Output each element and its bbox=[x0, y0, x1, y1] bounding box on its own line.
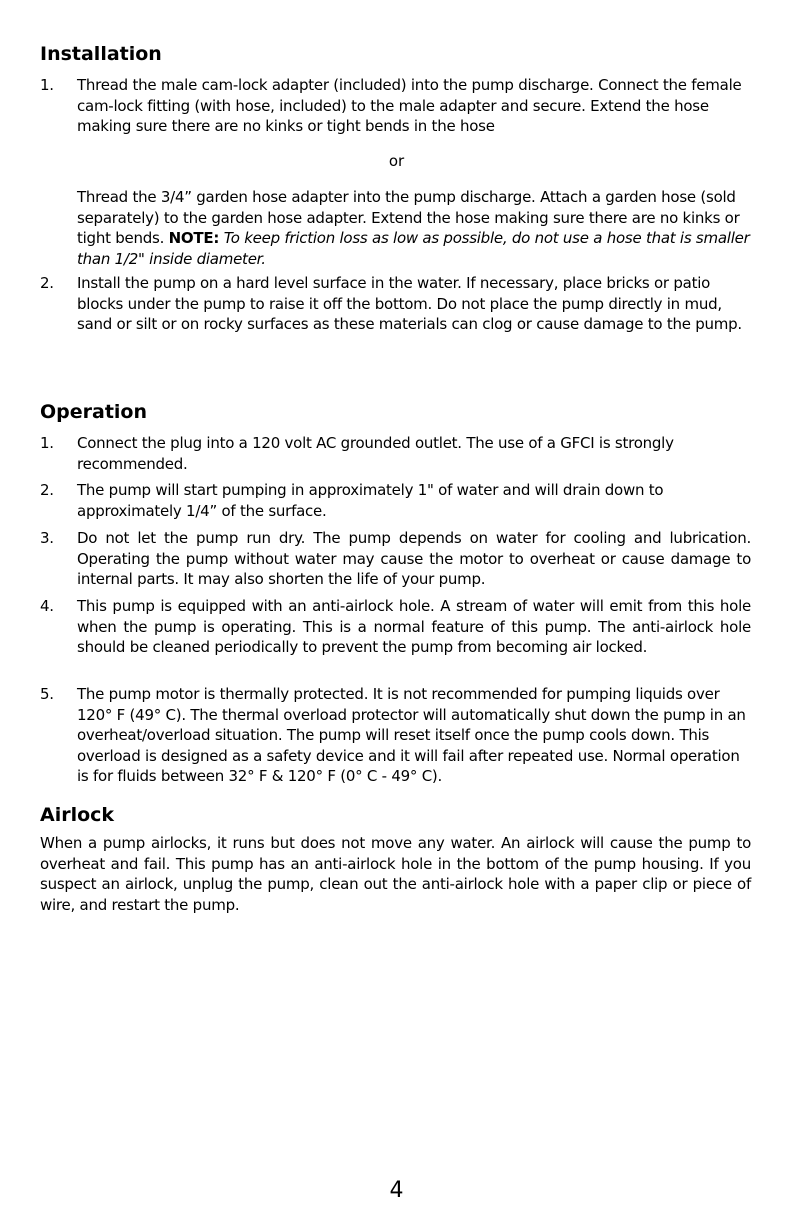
step-text: This pump is equipped with an anti-airlock hole. A stream of water will emit from this hole when the pump is operating. This is a normal feature of this pump. The anti-airlock hole should be cleaned periodically to prevent the pump from becoming air locked. bbox=[77, 597, 751, 656]
note-text: To keep friction loss as low as possible, do not use a hose that is smaller than 1/2" inside diameter. bbox=[77, 229, 750, 268]
note-label: NOTE: bbox=[168, 229, 220, 247]
operation-step-3 bbox=[40, 528, 751, 590]
step-number: 3. bbox=[40, 529, 54, 547]
installation-step-2 bbox=[40, 273, 751, 335]
operation-heading: Operation bbox=[40, 401, 148, 423]
airlock-paragraph: When a pump airlocks, it runs but does not move any water. An airlock will cause the pump to overheat and fail. This pump has an anti-airlock hole in the bottom of the pump housing. If you suspect an airlock, unplug the pump, clean out the anti-airlock hole with a paper clip or piece of wire, and restart the pump. bbox=[40, 834, 751, 914]
step-number: 2. bbox=[40, 274, 54, 292]
installation-step-1-alternative bbox=[40, 187, 751, 269]
alternative-text bbox=[77, 187, 751, 269]
alternative-main-text: Thread the 3/4” garden hose adapter into the pump discharge. Attach a garden hose (sold separately) to the garden hose adapter. Extend the hose making sure there are no kinks or tight bends. bbox=[77, 188, 740, 247]
airlock-heading: Airlock bbox=[40, 804, 115, 826]
step-text: Connect the plug into a 120 volt AC grounded outlet. The use of a GFCI is strongly recommended. bbox=[77, 434, 674, 473]
step-number: 2. bbox=[40, 481, 54, 499]
operation-step-4 bbox=[40, 596, 751, 658]
step-text: The pump motor is thermally protected. It is not recommended for pumping liquids over 120° F (49° C). The thermal overload protector will automatically shut down the pump in an overheat/overload situation. The pump will reset itself once the pump cools down. This overload is designed as a safety device and it will fail after repeated use. Normal operation is for fluids between 32° F & 120° F (0° C - 49° C). bbox=[77, 685, 746, 785]
step-text: Install the pump on a hard level surface in the water. If necessary, place bricks or patio blocks under the pump to raise it off the bottom. Do not place the pump directly in mud, sand or silt or on rocky surfaces as these materials can clog or cause damage to the pump. bbox=[77, 274, 742, 333]
step-number: 1. bbox=[40, 76, 54, 94]
page-number: 4 bbox=[389, 1178, 404, 1203]
or-separator: or bbox=[388, 152, 405, 170]
step-number: 4. bbox=[40, 597, 54, 615]
step-text: The pump will start pumping in approximately 1" of water and will drain down to approximately 1/4” of the surface. bbox=[77, 481, 664, 520]
step-number: 1. bbox=[40, 434, 54, 452]
step-text: Thread the male cam-lock adapter (included) into the pump discharge. Connect the female cam-lock fitting (with hose, included) to the male adapter and secure. Extend the hose making sure there are no kinks or tight bends in the hose bbox=[77, 76, 742, 135]
operation-step-5 bbox=[40, 684, 751, 787]
operation-step-2 bbox=[40, 480, 751, 521]
step-number: 5. bbox=[40, 685, 54, 703]
operation-step-1 bbox=[40, 433, 751, 474]
installation-step-1 bbox=[40, 75, 751, 137]
step-text: Do not let the pump run dry. The pump depends on water for cooling and lubrication. Operating the pump without water may cause the motor to overheat or cause damage to internal parts. It may also shorten the life of your pump. bbox=[77, 529, 751, 588]
installation-heading: Installation bbox=[40, 43, 162, 65]
